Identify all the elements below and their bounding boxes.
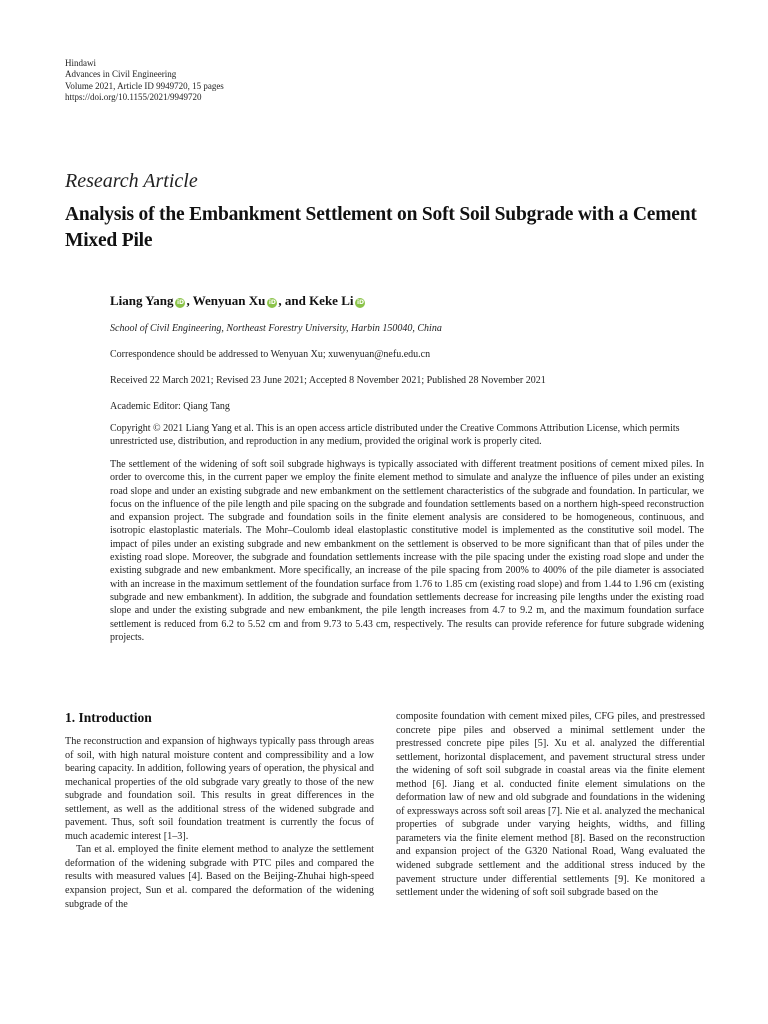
author-name[interactable]: Liang Yang bbox=[110, 293, 174, 308]
abstract: The settlement of the widening of soft soil subgrade highways is typically associated with different treatment positions of cement mixed piles. In order to overcome this, in the current paper we employ the finite element method to simulate and analyze the influence of piles under an existing road slope and under an existing subgrade and new embankment on the settlement characteristics of the subgrade and foundation. In particular, we focus on the influence of the pile length and pile spacing on the subgrade and foundation settlements based on a northern high-speed reconstruction and expansion project. The subgrade and foundation soils in the finite element analysis are considered to be homogeneous, continuous, and isotropic elastoplastic materials. The Mohr–Coulomb ideal elastoplastic constitutive model is implemented as the constitutive soil model. The impact of piles under an existing subgrade and new embankment on the settlement is observed to be more significant than that of piles under the existing road slope. Moreover, the subgrade and foundation settlements increase with the pile spacing under the existing road slope and under the existing subgrade and new embankment. More specifically, an increase of the pile spacing from 200% to 400% of the pile diameter is associated with an increase in the maximum settlement of the foundation surface from 1.76 to 1.85 cm (existing road slope) and from 1.44 to 1.96 cm (existing subgrade and new embankment). In addition, the subgrade and foundation settlements decrease for increasing pile lengths under the existing road slope and under the existing subgrade and new embankment, the pile length increases from 4.7 to 9.2 m, and the maximum foundation surface settlement is reduced from 6.2 to 5.52 cm and from 9.73 to 5.43 cm, respectively. The results can provide reference for future subgrade widening projects. bbox=[110, 459, 704, 643]
paragraph: Tan et al. employed the finite element method to analyze the settlement deformation of the widening subgrade with PTC piles and compared the results with measured values [4]. Based on the Beijing-Zhuhai high-speed expansion project, Sun et al. compared the deformation of the widening subgrade of the bbox=[65, 844, 374, 910]
affiliation: School of Civil Engineering, Northeast Forestry University, Harbin 150040, China bbox=[110, 323, 442, 334]
body-column-left bbox=[65, 710, 374, 911]
author-name[interactable]: and Keke Li bbox=[284, 293, 354, 308]
journal-name: Advances in Civil Engineering bbox=[65, 69, 177, 80]
orcid-icon[interactable]: iD bbox=[268, 299, 276, 306]
article-type: Research Article bbox=[65, 170, 198, 192]
copyright-notice: Copyright © 2021 Liang Yang et al. This is an open access article distributed under the Creative Commons Attribution License, which permits unrestricted use, distribution, and reproduction in any medium, provided the original work is properly cited. bbox=[110, 423, 680, 448]
orcid-icon[interactable]: iD bbox=[356, 299, 364, 306]
article-title: Analysis of the Embankment Settlement on Soft Soil Subgrade with a Cement Mixed Pile bbox=[65, 204, 697, 251]
correspondence: Correspondence should be addressed to Wenyuan Xu; xuwenyuan@nefu.edu.cn bbox=[110, 349, 431, 360]
publisher-name: Hindawi bbox=[65, 58, 96, 68]
volume-info: Volume 2021, Article ID 9949720, 15 pages bbox=[65, 80, 224, 91]
paragraph: composite foundation with cement mixed piles, CFG piles, and prestressed concrete pipe piles and observed a minimal settlement under the prestressed concrete pipe piles [5]. Xu et al. analyzed the differential settlement, horizontal displacement, and pavement structural stress under the widening of soft soil subgrade in coastal areas via the finite element method [6]. Jiang et al. conducted finite element simulations on the deformation law of new and old subgrade and foundations in the widening of expressways across soft soil areas [7]. Nie et al. analyzed the mechanical properties of subgrade under varying heights, widths, and filling parameters via the finite element method [8]. Based on the reconstruction and expansion project of the G320 National Road, Wang evaluated the widened subgrade settlement and the additional stress induced by the pavement structure under differential settlements [9]. Ke monitored a settlement under the widening of soft soil subgrade based on the bbox=[396, 711, 705, 899]
paragraph: The reconstruction and expansion of highways typically pass through areas of soil, with high natural moisture content and compressibility and a low bearing capacity. In addition, following years of operation, the physical and mechanical properties of the old subgrade vary greatly to those of the new subgrade and foundation soil. This results in great differences in the settlement, as well as the additional stress of the widened subgrade and pavement. Thus, soft soil foundation treatment is currently the focus of much academic interest [1–3]. bbox=[65, 736, 374, 842]
journal-header bbox=[65, 58, 224, 104]
author-list: Liang Yang iD , Wenyuan Xu iD , and Keke Li iD bbox=[110, 293, 364, 308]
publication-dates: Received 22 March 2021; Revised 23 June 2021; Accepted 8 November 2021; Published 28 November 2021 bbox=[110, 375, 546, 386]
body-column-right bbox=[396, 710, 705, 900]
academic-editor: Academic Editor: Qiang Tang bbox=[110, 401, 230, 412]
section-heading: 1. Introduction bbox=[65, 710, 152, 725]
doi-link[interactable]: https://doi.org/10.1155/2021/9949720 bbox=[65, 92, 202, 103]
orcid-icon[interactable]: iD bbox=[176, 299, 184, 306]
author-name[interactable]: Wenyuan Xu bbox=[192, 293, 266, 308]
